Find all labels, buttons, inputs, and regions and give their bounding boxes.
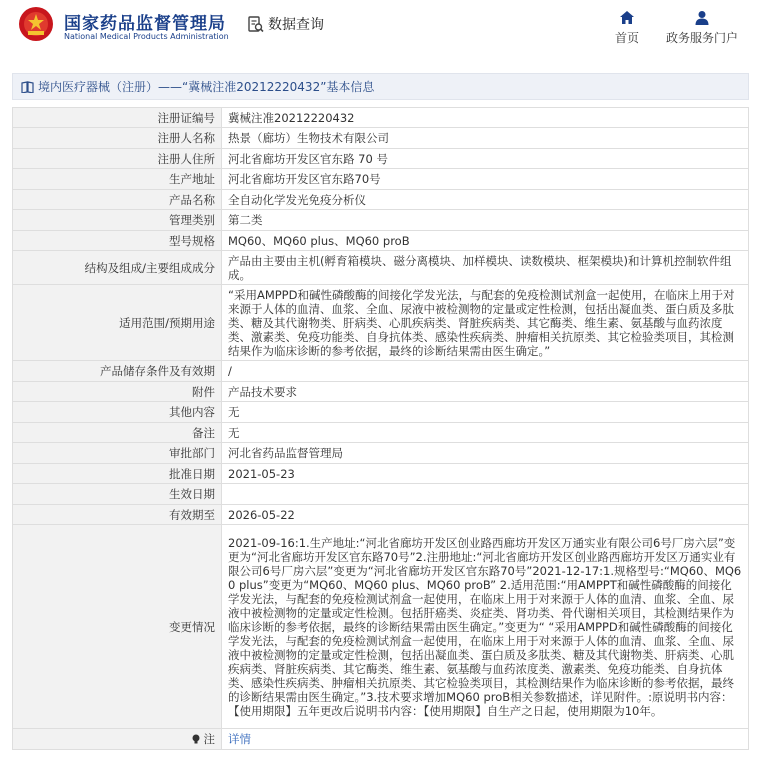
field-value: 河北省廊坊开发区官东路 70 号 (222, 149, 749, 169)
table-row (13, 525, 749, 729)
field-value: 2021-09-16:1.生产地址:“河北省廊坊开发区创业路西廊坊开发区万通实业有限公司6号厂房六层”变更为“河北省廊坊开发区官东路70号”2.注册地址:“河北省廊坊开发区创业路西廊坊开发区万通实业有限公司6号厂房六层”变更为“河北省廊坊开发区官东路70号”2021-12-17:1.规格型号:“MQ60、MQ60 plus”变更为“MQ60、MQ60 plus、MQ60 proB” 2.适用范围:“用AMPPT和碱性磷酸酶的间接化学发光法，与配套的免疫检测试剂盒一起使用，在临床上用于对来源于人体的血清、血浆、全血、尿液中被检测物的定量或定性检测。包括肝癌类、炎症类、肾功类、骨代谢相关项目，其检测结果作为临床诊断的参考依据，最终的诊断结果需由医生确定。”变更为“ “采用AMPPD和碱性磷酸酶的间接化学发光法，与配套的免疫检测试剂盒一起使用，在临床上用于对来源于人体的血清、血浆、全血、尿液中被检测物的定量或定性检测，包括出凝血类、蛋白质及多肽类、糖及其代谢物类、肝病类、心肌疾病类、肾脏疾病类、其它酶类、维生素、氨基酸与血药浓度类、激素类、免疫功能类、自身抗体类、感染性疾病类、肿瘤相关抗原类、其它检验类项目，其检测结果作为临床诊断的参考依据，最终的诊断结果需由医生确定。”3.技术要求增加MQ60 proB相关参数描述，详见附件。:原说明书内容：【使用期限】五年更改后说明书内容：【使用期限】自生产之日起，使用期限为10年。 (222, 525, 749, 729)
field-label: 注册人住所 (13, 149, 222, 169)
field-value (222, 729, 749, 750)
field-value: 全自动化学发光免疫分析仪 (222, 190, 749, 210)
brand-name-en: National Medical Products Administration (64, 32, 229, 41)
note-label-cell (13, 729, 222, 750)
table-row (13, 464, 749, 484)
field-value: 河北省药品监督管理局 (222, 443, 749, 464)
field-value: 产品由主要由主机(孵育箱模块、磁分离模块、加样模块、读数模块、框架模块)和计算机控制软件组成。 (222, 251, 749, 285)
field-value: 热景（廊坊）生物技术有限公司 (222, 128, 749, 149)
table-row (13, 251, 749, 285)
field-label: 型号规格 (13, 231, 222, 251)
field-value: 第二类 (222, 210, 749, 231)
field-value: / (222, 361, 749, 382)
field-value: 冀械注准20212220432 (222, 108, 749, 128)
home-icon (619, 10, 635, 26)
table-row (13, 128, 749, 149)
field-label: 结构及组成/主要组成成分 (13, 251, 222, 285)
field-label: 备注 (13, 423, 222, 443)
table-row (13, 210, 749, 231)
national-emblem-icon (18, 6, 54, 42)
table-row (13, 285, 749, 361)
field-label: 附件 (13, 382, 222, 402)
data-query-link[interactable] (248, 14, 324, 34)
table-row (13, 423, 749, 443)
field-value (222, 484, 749, 505)
table-row (13, 505, 749, 525)
field-label: 变更情况 (13, 525, 222, 729)
field-value: 产品技术要求 (222, 382, 749, 402)
nav-home[interactable] (612, 10, 642, 46)
field-label: 产品名称 (13, 190, 222, 210)
field-value: 河北省廊坊开发区官东路70号 (222, 169, 749, 190)
table-row (13, 729, 749, 750)
table-row (13, 361, 749, 382)
table-row (13, 190, 749, 210)
field-value: 无 (222, 402, 749, 423)
registration-detail-table (12, 107, 749, 750)
table-row (13, 231, 749, 251)
search-document-icon (248, 16, 264, 33)
bulb-icon (192, 734, 200, 744)
note-label: 注 (203, 732, 215, 746)
field-label: 生效日期 (13, 484, 222, 505)
field-label: 有效期至 (13, 505, 222, 525)
table-row (13, 149, 749, 169)
book-icon (21, 81, 34, 93)
table-row (13, 382, 749, 402)
nav-service-portal[interactable] (665, 10, 739, 46)
field-label: 生产地址 (13, 169, 222, 190)
field-label: 审批部门 (13, 443, 222, 464)
field-value: 无 (222, 423, 749, 443)
breadcrumb (12, 73, 749, 100)
table-row (13, 402, 749, 423)
user-icon (694, 10, 710, 26)
table-row (13, 169, 749, 190)
nav-service-label: 政务服务门户 (665, 31, 738, 45)
field-label: 注册人名称 (13, 128, 222, 149)
field-value: MQ60、MQ60 plus、MQ60 proB (222, 231, 749, 251)
table-row (13, 443, 749, 464)
field-label: 注册证编号 (13, 108, 222, 128)
breadcrumb-text: 境内医疗器械（注册）——“冀械注准20212220432”基本信息 (38, 80, 375, 94)
brand-name-cn[interactable]: 国家药品监督管理局 (64, 14, 226, 34)
details-link[interactable]: 详情 (228, 732, 251, 746)
field-value: “采用AMPPD和碱性磷酸酶的间接化学发光法，与配套的免疫检测试剂盒一起使用，在临床上用于对来源于人体的血清、血浆、全血、尿液中被检测物的定量或定性检测，包括出凝血类、蛋白质及多肽类、糖及其代谢物类、肝病类、心肌疾病类、肾脏疾病类、其它酶类、维生素、氨基酸与血药浓度类、激素类、免疫功能类、自身抗体类、感染性疾病类、肿瘤相关抗原类、其它检验类项目，其检测结果作为临床诊断的参考依据，最终的诊断结果需由医生确定。” (222, 285, 749, 361)
field-label: 管理类别 (13, 210, 222, 231)
field-label: 产品储存条件及有效期 (13, 361, 222, 382)
data-query-label: 数据查询 (268, 17, 324, 33)
table-row (13, 484, 749, 505)
table-row (13, 108, 749, 128)
field-label: 批准日期 (13, 464, 222, 484)
site-header (0, 0, 759, 62)
field-value: 2026-05-22 (222, 505, 749, 525)
field-label: 适用范围/预期用途 (13, 285, 222, 361)
nav-home-label: 首页 (614, 31, 639, 45)
field-label: 其他内容 (13, 402, 222, 423)
field-value: 2021-05-23 (222, 464, 749, 484)
